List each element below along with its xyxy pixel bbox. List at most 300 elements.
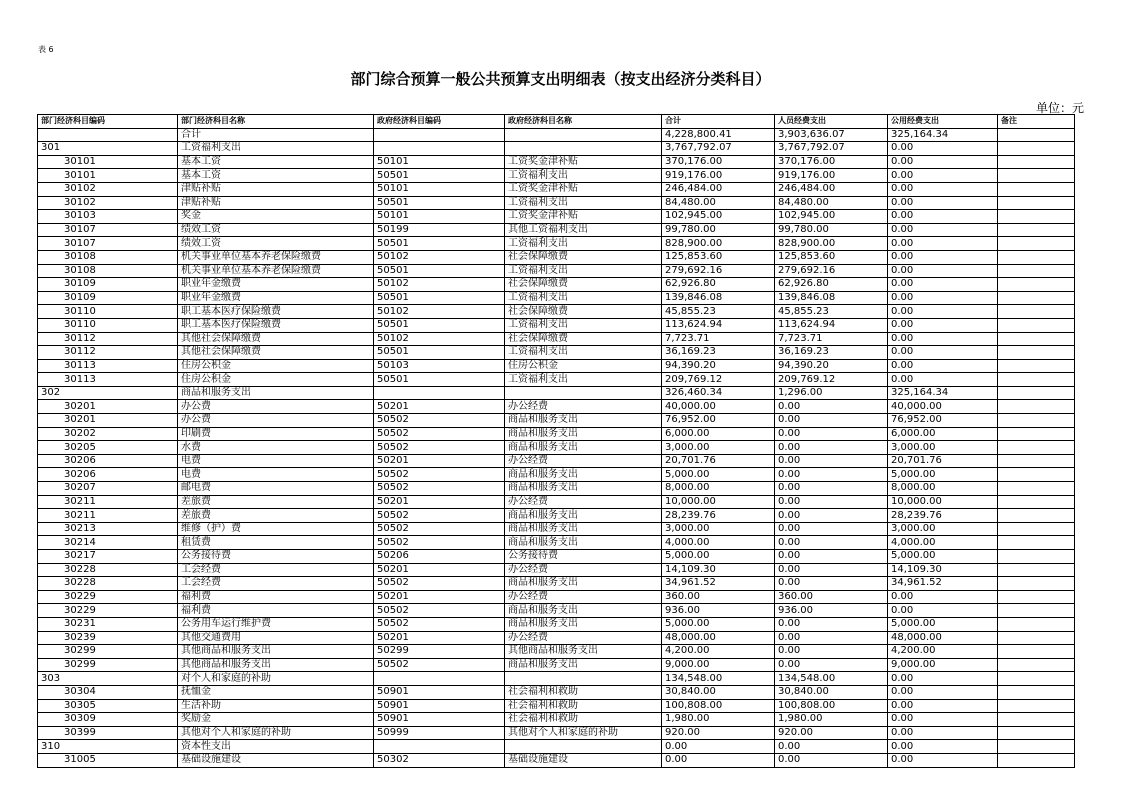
cell-public: 48,000.00 xyxy=(888,631,998,645)
cell-public: 0.00 xyxy=(888,291,998,305)
cell-remark xyxy=(998,753,1075,767)
cell-total: 246,484.00 xyxy=(662,182,775,196)
cell-dept-code: 30231 xyxy=(38,617,178,631)
cell-gov-code: 50501 xyxy=(374,169,505,183)
cell-public: 4,000.00 xyxy=(888,536,998,550)
table-row xyxy=(38,468,1075,482)
table-row xyxy=(38,169,1075,183)
cell-remark xyxy=(998,468,1075,482)
cell-gov-code: 50502 xyxy=(374,468,505,482)
cell-gov-code: 50199 xyxy=(374,223,505,237)
table-row xyxy=(38,685,1075,699)
cell-personnel: 7,723.71 xyxy=(775,332,888,346)
cell-public: 0.00 xyxy=(888,264,998,278)
cell-remark xyxy=(998,128,1075,142)
cell-dept-name: 奖励金 xyxy=(178,713,374,727)
cell-public: 28,239.76 xyxy=(888,509,998,523)
cell-gov-code: 50999 xyxy=(374,726,505,740)
cell-dept-code: 30107 xyxy=(38,223,178,237)
cell-total: 62,926.80 xyxy=(662,278,775,292)
cell-gov-name: 基础设施建设 xyxy=(505,753,662,767)
cell-gov-code: 50201 xyxy=(374,495,505,509)
cell-public: 5,000.00 xyxy=(888,617,998,631)
cell-total: 4,228,800.41 xyxy=(662,128,775,142)
cell-dept-name: 合计 xyxy=(178,128,374,142)
cell-dept-name: 其他社会保障缴费 xyxy=(178,332,374,346)
cell-personnel: 84,480.00 xyxy=(775,196,888,210)
cell-dept-name: 津贴补贴 xyxy=(178,196,374,210)
cell-total: 936.00 xyxy=(662,604,775,618)
cell-dept-name: 绩效工资 xyxy=(178,237,374,251)
cell-personnel: 828,900.00 xyxy=(775,237,888,251)
cell-dept-name: 邮电费 xyxy=(178,482,374,496)
cell-gov-code: 50501 xyxy=(374,237,505,251)
cell-dept-code: 30201 xyxy=(38,400,178,414)
cell-personnel: 1,980.00 xyxy=(775,713,888,727)
header-total: 合计 xyxy=(662,115,775,129)
cell-total: 40,000.00 xyxy=(662,400,775,414)
header-personnel: 人员经费支出 xyxy=(775,115,888,129)
cell-personnel: 0.00 xyxy=(775,414,888,428)
cell-remark xyxy=(998,536,1075,550)
cell-dept-code: 30108 xyxy=(38,264,178,278)
cell-dept-code: 30305 xyxy=(38,699,178,713)
cell-dept-code: 30229 xyxy=(38,604,178,618)
cell-public: 0.00 xyxy=(888,142,998,156)
cell-public: 0.00 xyxy=(888,685,998,699)
cell-remark xyxy=(998,182,1075,196)
cell-personnel: 1,296.00 xyxy=(775,386,888,400)
cell-dept-name: 职业年金缴费 xyxy=(178,278,374,292)
cell-gov-name: 公务接待费 xyxy=(505,550,662,564)
cell-total: 5,000.00 xyxy=(662,468,775,482)
cell-total: 5,000.00 xyxy=(662,617,775,631)
table-row xyxy=(38,495,1075,509)
cell-remark xyxy=(998,631,1075,645)
table-row xyxy=(38,522,1075,536)
cell-personnel: 360.00 xyxy=(775,590,888,604)
cell-remark xyxy=(998,645,1075,659)
cell-total: 76,952.00 xyxy=(662,414,775,428)
cell-personnel: 0.00 xyxy=(775,740,888,754)
cell-personnel: 919,176.00 xyxy=(775,169,888,183)
cell-gov-name: 住房公积金 xyxy=(505,359,662,373)
cell-dept-name: 对个人和家庭的补助 xyxy=(178,672,374,686)
cell-gov-code: 50502 xyxy=(374,577,505,591)
cell-public: 0.00 xyxy=(888,278,998,292)
cell-gov-code xyxy=(374,672,505,686)
cell-dept-code: 30399 xyxy=(38,726,178,740)
cell-remark xyxy=(998,386,1075,400)
cell-gov-code: 50102 xyxy=(374,278,505,292)
table-row xyxy=(38,577,1075,591)
cell-total: 34,961.52 xyxy=(662,577,775,591)
cell-gov-name: 商品和服务支出 xyxy=(505,441,662,455)
cell-gov-code: 50201 xyxy=(374,631,505,645)
cell-dept-name: 其他商品和服务支出 xyxy=(178,658,374,672)
table-number: 表 6 xyxy=(38,45,54,54)
cell-remark xyxy=(998,414,1075,428)
cell-public: 5,000.00 xyxy=(888,550,998,564)
cell-dept-code: 30211 xyxy=(38,509,178,523)
cell-gov-name: 办公经费 xyxy=(505,495,662,509)
cell-dept-code: 30211 xyxy=(38,495,178,509)
table-row xyxy=(38,726,1075,740)
table-row xyxy=(38,264,1075,278)
cell-total: 10,000.00 xyxy=(662,495,775,509)
cell-dept-code: 30304 xyxy=(38,685,178,699)
cell-gov-name xyxy=(505,672,662,686)
cell-remark xyxy=(998,522,1075,536)
cell-total: 5,000.00 xyxy=(662,550,775,564)
cell-dept-name: 其他商品和服务支出 xyxy=(178,645,374,659)
cell-dept-name: 其他交通费用 xyxy=(178,631,374,645)
cell-dept-code: 30202 xyxy=(38,427,178,441)
cell-dept-name: 机关事业单位基本养老保险缴费 xyxy=(178,264,374,278)
cell-public: 0.00 xyxy=(888,672,998,686)
table-row xyxy=(38,699,1075,713)
cell-dept-code: 30299 xyxy=(38,645,178,659)
cell-public: 0.00 xyxy=(888,346,998,360)
cell-gov-name: 办公经费 xyxy=(505,590,662,604)
table-row xyxy=(38,713,1075,727)
table-row xyxy=(38,645,1075,659)
cell-gov-name xyxy=(505,142,662,156)
cell-total: 94,390.20 xyxy=(662,359,775,373)
cell-personnel: 370,176.00 xyxy=(775,155,888,169)
cell-dept-name: 商品和服务支出 xyxy=(178,386,374,400)
cell-dept-name: 印刷费 xyxy=(178,427,374,441)
table-row xyxy=(38,359,1075,373)
cell-gov-name: 商品和服务支出 xyxy=(505,522,662,536)
cell-dept-code: 30102 xyxy=(38,196,178,210)
cell-total: 920.00 xyxy=(662,726,775,740)
cell-remark xyxy=(998,169,1075,183)
cell-gov-code: 50206 xyxy=(374,550,505,564)
cell-gov-code: 50101 xyxy=(374,182,505,196)
cell-dept-code: 30101 xyxy=(38,155,178,169)
cell-remark xyxy=(998,604,1075,618)
cell-gov-name: 社会保障缴费 xyxy=(505,278,662,292)
cell-public: 0.00 xyxy=(888,182,998,196)
cell-total: 9,000.00 xyxy=(662,658,775,672)
cell-dept-name: 机关事业单位基本养老保险缴费 xyxy=(178,250,374,264)
cell-dept-name: 住房公积金 xyxy=(178,359,374,373)
cell-remark xyxy=(998,196,1075,210)
header-dept-code: 部门经济科目编码 xyxy=(38,115,178,129)
cell-total: 139,846.08 xyxy=(662,291,775,305)
cell-remark xyxy=(998,278,1075,292)
cell-dept-name: 水费 xyxy=(178,441,374,455)
cell-remark xyxy=(998,685,1075,699)
cell-public: 0.00 xyxy=(888,699,998,713)
cell-gov-name: 商品和服务支出 xyxy=(505,536,662,550)
cell-gov-code: 50501 xyxy=(374,196,505,210)
cell-remark xyxy=(998,590,1075,604)
cell-remark xyxy=(998,672,1075,686)
cell-remark xyxy=(998,713,1075,727)
cell-gov-code: 50201 xyxy=(374,454,505,468)
cell-gov-name xyxy=(505,386,662,400)
cell-remark xyxy=(998,427,1075,441)
cell-gov-code: 50501 xyxy=(374,318,505,332)
cell-public: 0.00 xyxy=(888,237,998,251)
cell-dept-code: 30108 xyxy=(38,250,178,264)
cell-personnel: 0.00 xyxy=(775,454,888,468)
table-row xyxy=(38,182,1075,196)
cell-gov-code: 50502 xyxy=(374,658,505,672)
cell-gov-code: 50901 xyxy=(374,713,505,727)
cell-gov-name: 社会福利和救助 xyxy=(505,699,662,713)
cell-total: 3,767,792.07 xyxy=(662,142,775,156)
cell-remark xyxy=(998,237,1075,251)
cell-total: 84,480.00 xyxy=(662,196,775,210)
cell-total: 113,624.94 xyxy=(662,318,775,332)
cell-dept-name: 资本性支出 xyxy=(178,740,374,754)
cell-gov-code: 50502 xyxy=(374,441,505,455)
cell-dept-name: 电费 xyxy=(178,454,374,468)
cell-personnel: 0.00 xyxy=(775,522,888,536)
cell-personnel: 134,548.00 xyxy=(775,672,888,686)
cell-dept-name: 职工基本医疗保险缴费 xyxy=(178,318,374,332)
cell-remark xyxy=(998,658,1075,672)
cell-gov-code: 50501 xyxy=(374,346,505,360)
cell-remark xyxy=(998,509,1075,523)
cell-gov-name: 工资福利支出 xyxy=(505,346,662,360)
cell-total: 99,780.00 xyxy=(662,223,775,237)
cell-total: 919,176.00 xyxy=(662,169,775,183)
cell-remark xyxy=(998,482,1075,496)
cell-personnel: 0.00 xyxy=(775,509,888,523)
cell-gov-code: 50502 xyxy=(374,617,505,631)
cell-dept-name: 福利费 xyxy=(178,590,374,604)
cell-personnel: 920.00 xyxy=(775,726,888,740)
cell-public: 0.00 xyxy=(888,169,998,183)
cell-dept-name: 生活补助 xyxy=(178,699,374,713)
cell-gov-name: 商品和服务支出 xyxy=(505,427,662,441)
cell-personnel: 3,767,792.07 xyxy=(775,142,888,156)
cell-total: 279,692.16 xyxy=(662,264,775,278)
cell-public: 325,164.34 xyxy=(888,386,998,400)
cell-dept-name: 公务用车运行维护费 xyxy=(178,617,374,631)
table-body xyxy=(38,128,1075,767)
cell-dept-name: 绩效工资 xyxy=(178,223,374,237)
cell-gov-code xyxy=(374,128,505,142)
table-row xyxy=(38,332,1075,346)
cell-public: 8,000.00 xyxy=(888,482,998,496)
cell-personnel: 0.00 xyxy=(775,563,888,577)
cell-public: 0.00 xyxy=(888,250,998,264)
cell-dept-code: 30214 xyxy=(38,536,178,550)
cell-personnel: 30,840.00 xyxy=(775,685,888,699)
cell-dept-code: 30239 xyxy=(38,631,178,645)
cell-dept-code: 30110 xyxy=(38,305,178,319)
cell-dept-code: 30113 xyxy=(38,359,178,373)
cell-gov-name: 其他工资福利支出 xyxy=(505,223,662,237)
cell-remark xyxy=(998,155,1075,169)
cell-public: 0.00 xyxy=(888,373,998,387)
table-row xyxy=(38,550,1075,564)
cell-dept-code: 30112 xyxy=(38,346,178,360)
cell-remark xyxy=(998,223,1075,237)
table-row xyxy=(38,509,1075,523)
cell-total: 6,000.00 xyxy=(662,427,775,441)
cell-public: 10,000.00 xyxy=(888,495,998,509)
cell-total: 30,840.00 xyxy=(662,685,775,699)
cell-gov-name: 商品和服务支出 xyxy=(505,468,662,482)
cell-dept-code: 30228 xyxy=(38,577,178,591)
cell-total: 4,000.00 xyxy=(662,536,775,550)
cell-personnel: 99,780.00 xyxy=(775,223,888,237)
cell-public: 76,952.00 xyxy=(888,414,998,428)
cell-total: 370,176.00 xyxy=(662,155,775,169)
cell-gov-code: 50502 xyxy=(374,482,505,496)
cell-dept-name: 其他对个人和家庭的补助 xyxy=(178,726,374,740)
cell-dept-code xyxy=(38,128,178,142)
cell-gov-name: 社会福利和救助 xyxy=(505,713,662,727)
cell-total: 0.00 xyxy=(662,753,775,767)
cell-total: 48,000.00 xyxy=(662,631,775,645)
cell-dept-name: 福利费 xyxy=(178,604,374,618)
cell-gov-code: 50103 xyxy=(374,359,505,373)
header-gov-code: 政府经济科目编码 xyxy=(374,115,505,129)
cell-remark xyxy=(998,210,1075,224)
cell-gov-code: 50502 xyxy=(374,414,505,428)
cell-gov-name: 办公经费 xyxy=(505,400,662,414)
cell-total: 1,980.00 xyxy=(662,713,775,727)
cell-remark xyxy=(998,441,1075,455)
cell-personnel: 0.00 xyxy=(775,577,888,591)
cell-public: 0.00 xyxy=(888,753,998,767)
cell-personnel: 246,484.00 xyxy=(775,182,888,196)
cell-personnel: 113,624.94 xyxy=(775,318,888,332)
cell-gov-name: 商品和服务支出 xyxy=(505,482,662,496)
cell-public: 14,109.30 xyxy=(888,563,998,577)
cell-dept-name: 差旅费 xyxy=(178,509,374,523)
cell-dept-code: 30309 xyxy=(38,713,178,727)
table-row xyxy=(38,305,1075,319)
cell-personnel: 62,926.80 xyxy=(775,278,888,292)
cell-gov-name: 社会保障缴费 xyxy=(505,332,662,346)
cell-personnel: 209,769.12 xyxy=(775,373,888,387)
cell-personnel: 279,692.16 xyxy=(775,264,888,278)
cell-dept-name: 职业年金缴费 xyxy=(178,291,374,305)
cell-public: 20,701.76 xyxy=(888,454,998,468)
cell-public: 34,961.52 xyxy=(888,577,998,591)
cell-gov-name: 办公经费 xyxy=(505,563,662,577)
cell-gov-name: 办公经费 xyxy=(505,454,662,468)
header-remark: 备注 xyxy=(998,115,1075,129)
cell-personnel: 100,808.00 xyxy=(775,699,888,713)
table-header-row xyxy=(38,115,1075,129)
cell-dept-name: 其他社会保障缴费 xyxy=(178,346,374,360)
cell-public: 0.00 xyxy=(888,210,998,224)
cell-dept-name: 基本工资 xyxy=(178,169,374,183)
cell-gov-name: 商品和服务支出 xyxy=(505,577,662,591)
table-row xyxy=(38,237,1075,251)
cell-personnel: 139,846.08 xyxy=(775,291,888,305)
cell-public: 0.00 xyxy=(888,305,998,319)
cell-personnel: 0.00 xyxy=(775,550,888,564)
cell-dept-code: 30101 xyxy=(38,169,178,183)
cell-dept-name: 电费 xyxy=(178,468,374,482)
cell-dept-name: 津贴补贴 xyxy=(178,182,374,196)
cell-remark xyxy=(998,495,1075,509)
cell-gov-code: 50501 xyxy=(374,291,505,305)
cell-total: 326,460.34 xyxy=(662,386,775,400)
cell-public: 0.00 xyxy=(888,590,998,604)
table-row xyxy=(38,454,1075,468)
cell-total: 14,109.30 xyxy=(662,563,775,577)
table-row xyxy=(38,536,1075,550)
cell-gov-name: 商品和服务支出 xyxy=(505,509,662,523)
cell-gov-code: 50502 xyxy=(374,509,505,523)
cell-personnel: 102,945.00 xyxy=(775,210,888,224)
cell-gov-name: 社会保障缴费 xyxy=(505,250,662,264)
cell-total: 102,945.00 xyxy=(662,210,775,224)
cell-public: 325,164.34 xyxy=(888,128,998,142)
cell-public: 0.00 xyxy=(888,359,998,373)
cell-gov-name: 商品和服务支出 xyxy=(505,414,662,428)
cell-remark xyxy=(998,577,1075,591)
table-row xyxy=(38,427,1075,441)
cell-total: 0.00 xyxy=(662,740,775,754)
cell-gov-name: 工资福利支出 xyxy=(505,291,662,305)
cell-gov-name: 社会保障缴费 xyxy=(505,305,662,319)
cell-dept-code: 30228 xyxy=(38,563,178,577)
table-row xyxy=(38,400,1075,414)
cell-gov-name: 商品和服务支出 xyxy=(505,604,662,618)
cell-total: 36,169.23 xyxy=(662,346,775,360)
cell-total: 3,000.00 xyxy=(662,441,775,455)
cell-public: 3,000.00 xyxy=(888,522,998,536)
cell-gov-code xyxy=(374,142,505,156)
cell-gov-code: 50502 xyxy=(374,427,505,441)
cell-total: 7,723.71 xyxy=(662,332,775,346)
cell-public: 0.00 xyxy=(888,740,998,754)
cell-gov-name: 工资奖金津补贴 xyxy=(505,182,662,196)
cell-gov-code: 50102 xyxy=(374,332,505,346)
cell-dept-code: 30107 xyxy=(38,237,178,251)
cell-remark xyxy=(998,740,1075,754)
cell-personnel: 0.00 xyxy=(775,645,888,659)
table-row xyxy=(38,631,1075,645)
cell-gov-name: 商品和服务支出 xyxy=(505,658,662,672)
cell-remark xyxy=(998,332,1075,346)
cell-dept-code: 30206 xyxy=(38,454,178,468)
cell-dept-name: 工会经费 xyxy=(178,563,374,577)
cell-dept-name: 办公费 xyxy=(178,400,374,414)
cell-remark xyxy=(998,550,1075,564)
cell-dept-code: 31005 xyxy=(38,753,178,767)
table-row xyxy=(38,482,1075,496)
cell-dept-code: 30229 xyxy=(38,590,178,604)
header-public: 公用经费支出 xyxy=(888,115,998,129)
cell-remark xyxy=(998,318,1075,332)
cell-gov-name: 其他商品和服务支出 xyxy=(505,645,662,659)
cell-remark xyxy=(998,726,1075,740)
header-gov-name: 政府经济科目名称 xyxy=(505,115,662,129)
page-title: 部门综合预算一般公共预算支出明细表（按支出经济分类科目） xyxy=(350,70,771,88)
cell-gov-code: 50501 xyxy=(374,264,505,278)
cell-dept-name: 工资福利支出 xyxy=(178,142,374,156)
cell-personnel: 0.00 xyxy=(775,441,888,455)
cell-personnel: 0.00 xyxy=(775,631,888,645)
cell-total: 20,701.76 xyxy=(662,454,775,468)
cell-dept-code: 302 xyxy=(38,386,178,400)
cell-dept-code: 303 xyxy=(38,672,178,686)
cell-dept-name: 职工基本医疗保险缴费 xyxy=(178,305,374,319)
